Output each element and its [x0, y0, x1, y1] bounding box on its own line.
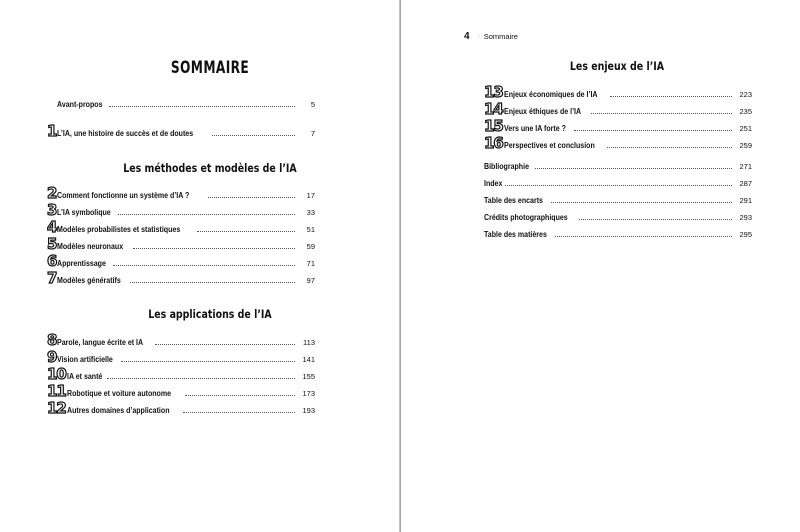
chapter-number: 7	[47, 269, 57, 287]
toc-entry-label: Modèles génératifs	[57, 276, 122, 285]
dot-leader	[185, 395, 295, 396]
dot-leader	[535, 168, 732, 169]
dot-leader	[551, 202, 732, 203]
dot-leader	[607, 147, 732, 148]
toc-entry-page: 17	[306, 191, 315, 200]
toc-entry-chapter-3[interactable]	[47, 202, 315, 218]
toc-entry-chapter-5[interactable]	[47, 236, 315, 252]
toc-entry-chapter-6[interactable]	[47, 253, 315, 269]
dot-leader	[130, 282, 295, 283]
dot-leader	[574, 130, 732, 131]
toc-entry-page: 287	[739, 179, 752, 188]
dot-leader	[555, 236, 732, 237]
toc-entry-label: Avant-propos	[57, 100, 103, 109]
chapter-number: 12	[47, 399, 66, 417]
chapter-number: 16	[484, 134, 503, 152]
toc-entry-page: 193	[302, 406, 315, 415]
toc-entry-chapter-15[interactable]	[484, 118, 752, 134]
toc-entry-credits-photographiques[interactable]	[484, 207, 752, 223]
chapter-number: 1	[47, 122, 57, 140]
toc-entry-page: 59	[306, 242, 315, 251]
toc-entry-label: Table des matières	[484, 230, 547, 239]
dot-leader	[113, 265, 295, 266]
toc-entry-chapter-7[interactable]	[47, 270, 315, 286]
chapter-number: 15	[484, 117, 503, 135]
toc-entry-page: 33	[306, 208, 315, 217]
dot-leader	[610, 96, 732, 97]
toc-entry-label: Vision artificielle	[57, 355, 114, 364]
toc-entry-page: 235	[739, 107, 752, 116]
chapter-number: 10	[47, 365, 66, 383]
toc-entry-label: Enjeux économiques de l’IA	[503, 90, 598, 99]
toc-entry-label: Autres domaines d’application	[66, 406, 170, 415]
chapter-number: 6	[47, 252, 57, 270]
toc-entry-label: Enjeux éthiques de l’IA	[503, 107, 581, 116]
toc-entry-page: 271	[739, 162, 752, 171]
toc-entry-chapter-14[interactable]	[484, 101, 752, 117]
dot-leader	[579, 219, 732, 220]
toc-entry-label: L’IA, une histoire de succès et de doutes	[57, 129, 194, 138]
dot-leader	[591, 113, 732, 114]
section-title-methodes: Les méthodes et modèles de l’IA	[123, 161, 297, 175]
toc-entry-chapter-10[interactable]	[47, 366, 315, 382]
chapter-number: 3	[47, 201, 57, 219]
toc-entry-label: Apprentissage	[57, 259, 107, 268]
toc-entry-page: 141	[302, 355, 315, 364]
chapter-number: 11	[47, 382, 66, 400]
toc-entry-page: 97	[306, 276, 315, 285]
toc-entry-label: L’IA symbolique	[57, 208, 112, 217]
running-head	[464, 31, 518, 42]
running-head-label: Sommaire	[483, 32, 518, 41]
toc-entry-label: Perspectives et conclusion	[503, 141, 595, 150]
section-title-applications: Les applications de l’IA	[148, 307, 272, 321]
page-number: 4	[464, 31, 470, 42]
toc-entry-label: Modèles probabilistes et statistiques	[57, 225, 181, 234]
toc-entry-chapter-1[interactable]	[47, 123, 315, 139]
dot-leader	[212, 135, 295, 136]
toc-entry-page: 295	[739, 230, 752, 239]
left-page	[0, 0, 399, 532]
toc-entry-label: Bibliographie	[484, 162, 529, 171]
toc-entry-label: Crédits photographiques	[484, 213, 568, 222]
toc-entry-page: 51	[306, 225, 315, 234]
section-title-enjeux: Les enjeux de l’IA	[569, 59, 665, 73]
toc-entry-chapter-12[interactable]	[47, 400, 315, 416]
chapter-number: 14	[484, 100, 503, 118]
toc-entry-table-des-matieres[interactable]	[484, 224, 752, 240]
toc-entry-chapter-4[interactable]	[47, 219, 315, 235]
dot-leader	[155, 344, 295, 345]
toc-entry-chapter-8[interactable]	[47, 332, 315, 348]
chapter-number: 13	[484, 83, 503, 101]
toc-entry-page: 293	[739, 213, 752, 222]
toc-entry-label: IA et santé	[66, 372, 103, 381]
dot-leader	[208, 197, 295, 198]
toc-entry-index[interactable]	[484, 173, 752, 189]
toc-entry-label: Parole, langue écrite et IA	[57, 338, 144, 347]
toc-entry-avant-propos[interactable]	[57, 94, 315, 110]
toc-entry-label: Table des encarts	[484, 196, 543, 205]
toc-entry-page: 7	[310, 129, 315, 138]
toc-entry-table-des-encarts[interactable]	[484, 190, 752, 206]
toc-entry-label: Vers une IA forte ?	[503, 124, 566, 133]
chapter-number: 2	[47, 184, 57, 202]
dot-leader	[505, 185, 732, 186]
toc-entry-chapter-13[interactable]	[484, 84, 752, 100]
dot-leader	[107, 378, 295, 379]
toc-entry-page: 291	[739, 196, 752, 205]
toc-entry-label: Modèles neuronaux	[57, 242, 124, 251]
bullet-icon: ◦	[477, 33, 480, 40]
dot-leader	[197, 231, 295, 232]
toc-entry-label: Index	[484, 179, 503, 188]
toc-entry-page: 113	[303, 338, 315, 347]
toc-entry-page: 5	[310, 100, 315, 109]
toc-entry-chapter-16[interactable]	[484, 135, 752, 151]
toc-entry-page: 155	[302, 372, 315, 381]
dot-leader	[183, 412, 295, 413]
toc-entry-page: 259	[739, 141, 752, 150]
page-title: SOMMAIRE	[170, 58, 250, 78]
chapter-number: 9	[47, 348, 57, 366]
toc-entry-page: 223	[739, 90, 752, 99]
toc-entry-page: 71	[306, 259, 315, 268]
toc-entry-label: Comment fonctionne un système d’IA ?	[57, 191, 190, 200]
chapter-number: 8	[47, 331, 57, 349]
toc-entry-page: 173	[302, 389, 315, 398]
book-spine	[399, 0, 401, 532]
dot-leader	[133, 248, 295, 249]
toc-entry-chapter-11[interactable]	[47, 383, 315, 399]
toc-entry-bibliographie[interactable]	[484, 156, 752, 172]
chapter-number: 4	[47, 218, 57, 236]
toc-entry-label: Robotique et voiture autonome	[66, 389, 171, 398]
chapter-number: 5	[47, 235, 57, 253]
toc-entry-chapter-2[interactable]	[47, 185, 315, 201]
dot-leader	[109, 106, 295, 107]
dot-leader	[118, 214, 295, 215]
toc-entry-page: 251	[739, 124, 752, 133]
dot-leader	[121, 361, 295, 362]
toc-entry-chapter-9[interactable]	[47, 349, 315, 365]
